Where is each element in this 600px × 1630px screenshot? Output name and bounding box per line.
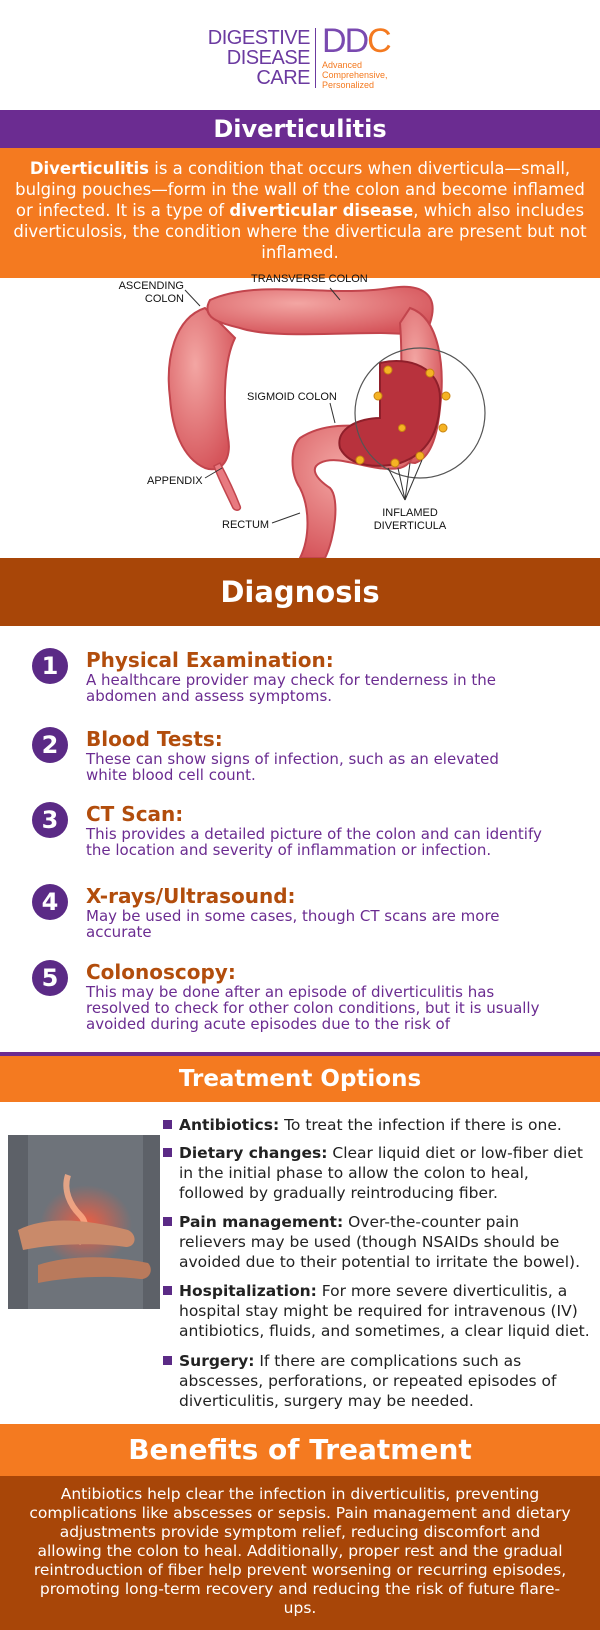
step-5-line-1: This may be done after an episode of diverticulitis has <box>86 983 495 1001</box>
step-3-line-2: the location and severity of inflammation or infection. <box>86 841 492 859</box>
treatment-2-line-2: in the initial phase to allow the colon to heal, <box>179 1164 529 1182</box>
treatment-heading: Treatment Options <box>0 1056 600 1102</box>
treatment-5-line-3: diverticulitis, surgery may be needed. <box>179 1392 474 1410</box>
step-number-2: 2 <box>32 727 68 763</box>
intro-text-1: is a condition that occurs when diverticula—small, bulging pouches—form in the wall of the colon and become inflamed or infected. It is a type of <box>15 159 585 220</box>
logo-divider <box>315 28 316 88</box>
step-number-4: 4 <box>32 884 68 920</box>
step-title-2: Blood Tests: <box>86 727 223 751</box>
treatment-4-line-2: hospital stay might be required for intravenous (IV) <box>179 1302 578 1320</box>
intro-term-diverticulitis: Diverticulitis <box>29 159 149 178</box>
label-rectum: RECTUM <box>222 519 270 531</box>
logo-mark-d2: D <box>344 22 368 60</box>
step-number-5: 5 <box>32 960 68 996</box>
step-body-3 <box>86 826 591 858</box>
step-5-line-2: resolved to check for other colon conditions, but it is usually <box>86 999 540 1017</box>
step-body-2 <box>86 751 591 783</box>
treatment-term-4: Hospitalization: <box>179 1282 317 1300</box>
step-title-1: Physical Examination: <box>86 648 334 672</box>
step-5-line-3: avoided during acute episodes due to the risk of <box>86 1015 450 1033</box>
step-title-4: X-rays/Ultrasound: <box>86 884 296 908</box>
logo-line-1: DIGESTIVE <box>207 27 310 49</box>
treatment-3-line-2: relievers may be used (though NSAIDs should be <box>179 1233 560 1251</box>
logo-mark-c: C <box>367 22 390 60</box>
bullet-square <box>163 1356 172 1365</box>
step-title-5: Colonoscopy: <box>86 960 236 984</box>
step-number-3: 3 <box>32 802 68 838</box>
label-sigmoid-colon: SIGMOID COLON <box>247 391 337 403</box>
benefits-heading: Benefits of Treatment <box>0 1424 600 1476</box>
step-body-4 <box>86 908 591 940</box>
abdominal-pain-illustration <box>8 1135 160 1309</box>
transverse-colon-shape <box>207 287 432 334</box>
intro-paragraph <box>0 148 600 278</box>
treatment-term-3: Pain management: <box>179 1213 344 1231</box>
step-4-line-1: May be used in some cases, though CT scans are more <box>86 907 500 925</box>
treatment-term-5: Surgery: <box>179 1352 255 1370</box>
label-inflamed-line-2: DIVERTICULA <box>373 520 447 532</box>
logo-line-2: DISEASE <box>226 47 310 69</box>
ascending-colon-shape <box>169 308 235 469</box>
label-inflamed-line-1: INFLAMED <box>382 507 438 519</box>
bullet-square <box>163 1148 172 1157</box>
intro-text-2: , which also includes diverticulosis, the condition where the diverticula are present but not inflamed. <box>13 201 587 262</box>
treatment-3-line-3: avoided due to their potential to irritate the bowel). <box>179 1253 581 1271</box>
step-3-line-1: This provides a detailed picture of the colon and can identify <box>86 825 542 843</box>
benefits-paragraph: Antibiotics help clear the infection in diverticulitis, preventing complications like abscesses or sepsis. Pain management and dietary adjustments provide symptom relief, reducing discomfort and allowing the colon to heal. Additionally, proper rest and the gradual reintroduction of fiber help prevent worsening or recurring episodes, promoting long-term recovery and reducing the risk of future flare-ups. <box>0 1476 600 1630</box>
logo-tagline <box>322 60 388 90</box>
treatment-4-line-3: antibiotics, fluids, and sometimes, a clear liquid diet. <box>179 1322 590 1340</box>
step-2-line-1: These can show signs of infection, such as an elevated <box>86 750 499 768</box>
treatment-4-line-1: For more severe diverticulitis, a <box>316 1282 568 1300</box>
label-appendix: APPENDIX <box>147 475 203 487</box>
step-body-5 <box>86 984 591 1032</box>
label-ascending-line-1: ASCENDING <box>118 280 184 292</box>
step-2-line-2: white blood cell count. <box>86 766 256 784</box>
bullet-square <box>163 1286 172 1295</box>
label-transverse-colon: TRANSVERSE COLON <box>251 273 368 285</box>
logo-mark-d1: D <box>322 22 345 60</box>
logo-wordmark <box>208 28 310 88</box>
intro-term-diverticular-disease: diverticular disease <box>229 201 414 220</box>
treatment-term-2: Dietary changes: <box>179 1144 328 1162</box>
diagnosis-heading: Diagnosis <box>0 558 600 626</box>
treatment-2-line-1: Clear liquid diet or low-fiber diet <box>327 1144 583 1162</box>
abdominal-pain-photo <box>8 1135 160 1309</box>
logo-tag-2: Comprehensive, <box>322 70 388 80</box>
step-1-line-2: abdomen and assess symptoms. <box>86 687 333 705</box>
treatment-3-line-1: Over-the-counter pain <box>343 1213 520 1231</box>
logo-tag-3: Personalized <box>322 80 375 90</box>
treatment-1-line-1: To treat the infection if there is one. <box>279 1116 562 1134</box>
bullet-square <box>163 1120 172 1129</box>
logo-mark <box>322 24 390 58</box>
bullet-square <box>163 1217 172 1226</box>
colon-diagram <box>0 278 600 558</box>
step-title-3: CT Scan: <box>86 802 184 826</box>
step-4-line-2: accurate <box>86 923 152 941</box>
treatment-term-1: Antibiotics: <box>179 1116 280 1134</box>
logo <box>0 20 600 92</box>
step-number-1: 1 <box>32 648 68 684</box>
step-1-line-1: A healthcare provider may check for tenderness in the <box>86 671 497 689</box>
page-title: Diverticulitis <box>0 110 600 148</box>
treatment-5-line-1: If there are complications such as <box>254 1352 522 1370</box>
step-body-1 <box>86 672 591 704</box>
logo-tag-1: Advanced <box>322 60 363 70</box>
logo-line-3: CARE <box>256 67 310 89</box>
label-ascending-colon <box>116 280 184 306</box>
treatment-2-line-3: followed by gradually reintroducing fiber. <box>179 1184 498 1202</box>
treatment-5-line-2: abscesses, perforations, or repeated episodes of <box>179 1372 557 1390</box>
colon-illustration <box>0 273 600 558</box>
label-ascending-line-2: COLON <box>144 293 184 305</box>
label-inflamed-diverticula <box>368 507 452 533</box>
